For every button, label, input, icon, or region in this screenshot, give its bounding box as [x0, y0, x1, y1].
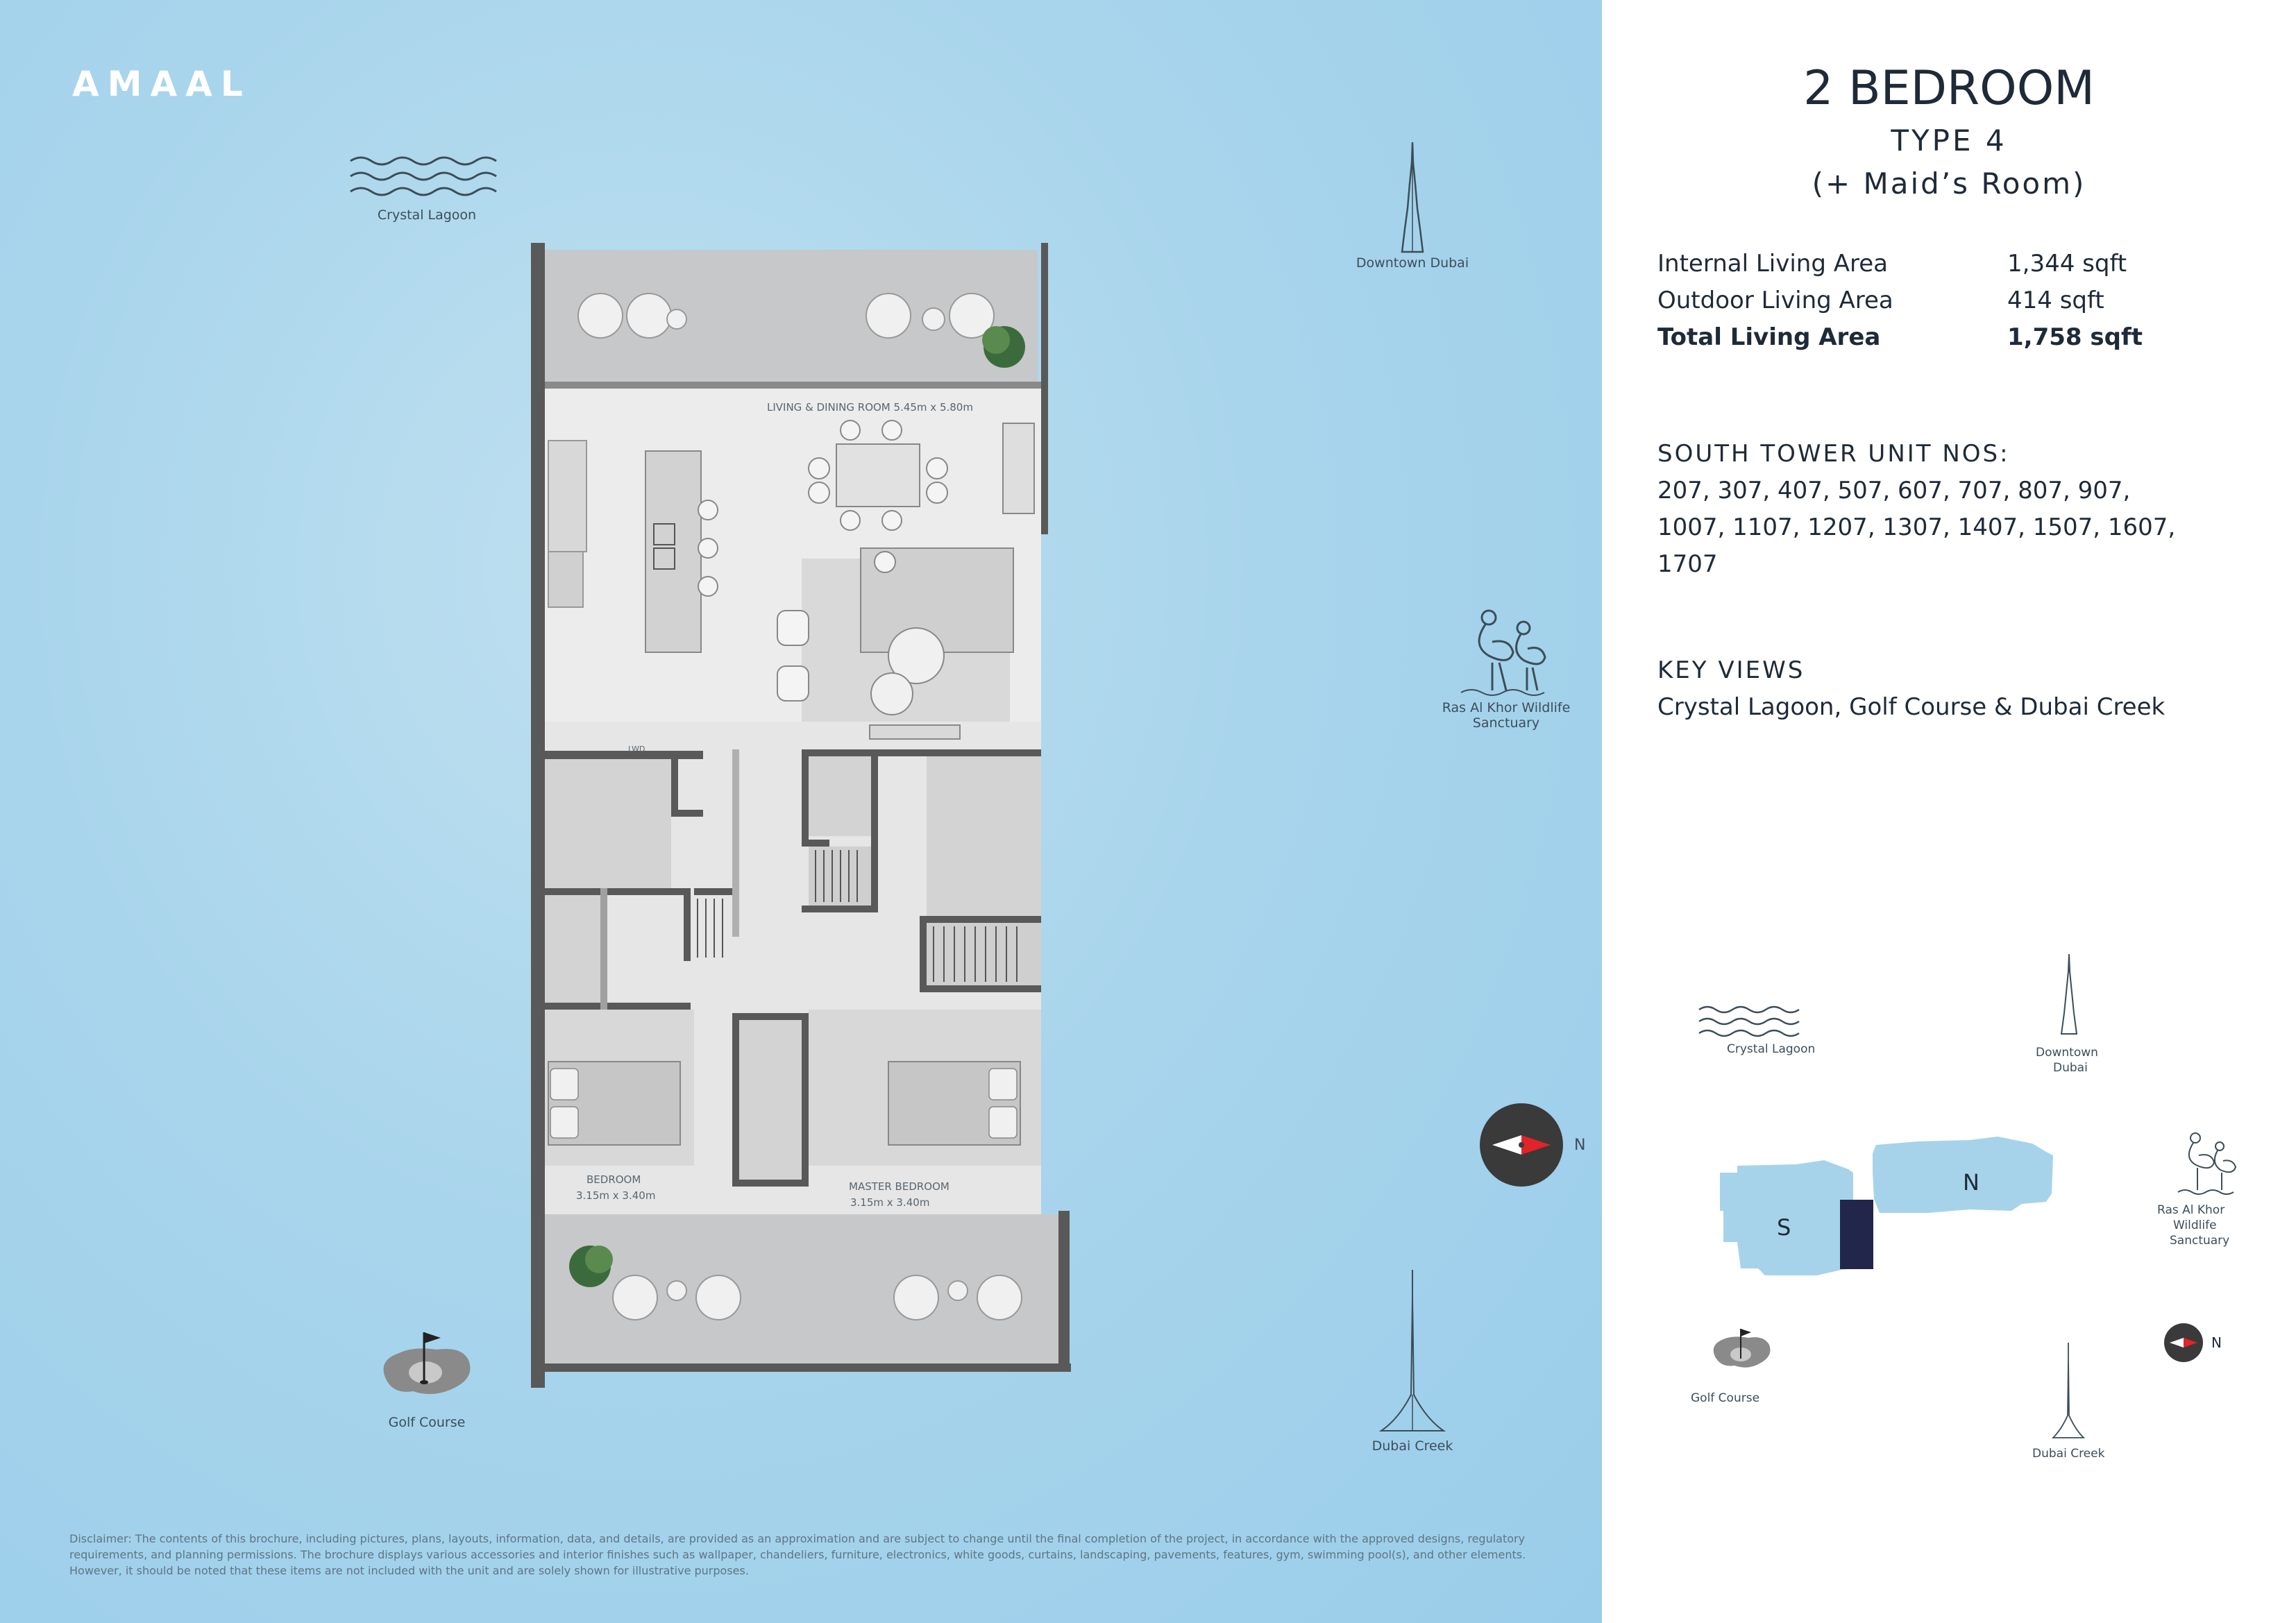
- keyplan-ras-label-2: Wildlife: [2173, 1218, 2217, 1232]
- area-label-total: Total Living Area: [1657, 323, 1881, 351]
- golf-course-label: Golf Course: [388, 1415, 466, 1430]
- unit-type: TYPE 4: [1891, 124, 2007, 158]
- keyplan-north-label: N: [2211, 1334, 2222, 1351]
- disclaimer: [69, 1531, 1548, 1579]
- unit-subtitle: (+ Maid’s Room): [1812, 167, 2086, 201]
- keyplan-ras-label-3: Sanctuary: [2170, 1234, 2230, 1248]
- north-tower-label: N: [1963, 1169, 1980, 1196]
- waves-icon: [1699, 1007, 1799, 1036]
- burj-khalifa-icon: [2061, 954, 2077, 1034]
- key-views-text: Crystal Lagoon, Golf Course & Dubai Creek: [1657, 693, 2166, 721]
- ras-al-khor-landmark: [1426, 604, 1586, 731]
- keyplan-creek-label: Dubai Creek: [2032, 1447, 2105, 1461]
- keyplan-golf-label: Golf Course: [1691, 1391, 1760, 1405]
- area-value-internal: 1,344 sqft: [2007, 250, 2127, 278]
- floor-plan: [510, 243, 1093, 1395]
- keyplan-crystal-lagoon-label: Crystal Lagoon: [1727, 1042, 1816, 1056]
- keyplan-downtown-label-1: Downtown: [2036, 1046, 2098, 1060]
- burj-khalifa-icon: [1392, 142, 1433, 253]
- area-table: [1657, 250, 2254, 361]
- brand-logo: AMAAL: [72, 64, 251, 104]
- compass-north-label: N: [1574, 1137, 1586, 1154]
- golf-flag-icon: [371, 1325, 482, 1409]
- bedroom-dim-label: 3.15m x 3.40m: [576, 1189, 656, 1202]
- area-value-outdoor: 414 sqft: [2007, 287, 2104, 314]
- lwd-label: LWD: [628, 745, 645, 754]
- flamingo-icon: [1454, 604, 1558, 701]
- compass: [1478, 1102, 1576, 1188]
- key-views-heading: KEY VIEWS: [1657, 656, 1805, 684]
- waves-icon: [347, 153, 507, 201]
- area-label-outdoor: Outdoor Living Area: [1657, 287, 1893, 314]
- disclaimer-line-3: However, it should be noted that these items are not included with the unit and are solely shown for illustrative purposes.: [69, 1564, 749, 1578]
- area-value-total: 1,758 sqft: [2007, 323, 2143, 351]
- unit-numbers: [1657, 436, 2268, 583]
- golf-course-landmark: [347, 1325, 507, 1431]
- compass-icon: [2164, 1323, 2203, 1362]
- unit-numbers-heading: SOUTH TOWER UNIT NOS:: [1657, 440, 2010, 468]
- dubai-creek-landmark: [1333, 1270, 1492, 1454]
- unit-highlight: [1840, 1200, 1873, 1269]
- master-bedroom-label: MASTER BEDROOM: [849, 1180, 949, 1193]
- disclaimer-line-2: requirements, and planning permissions. The brochure displays various accessories and interior finishes such as wallpaper, chandeliers, furniture, electronics, white goods, curtains, landscaping, pavements, features, gym, swimming pool(s), and other elements.: [69, 1548, 1526, 1562]
- keyplan-downtown-label-2: Dubai: [2053, 1061, 2088, 1075]
- key-plan: [1602, 944, 2296, 1485]
- keyplan-ras-label-1: Ras Al Khor: [2157, 1203, 2225, 1217]
- flamingo-icon: [2178, 1133, 2236, 1194]
- downtown-dubai-landmark: [1333, 142, 1492, 271]
- creek-tower-icon: [1378, 1270, 1447, 1436]
- creek-tower-icon: [2053, 1343, 2084, 1438]
- unit-title: 2 BEDROOM: [1803, 61, 2095, 116]
- ras-al-khor-label-2: Sanctuary: [1472, 715, 1540, 731]
- dubai-creek-label: Dubai Creek: [1371, 1438, 1453, 1454]
- unit-numbers-line-2: 1007, 1107, 1207, 1307, 1407, 1507, 1607,: [1657, 513, 2176, 541]
- crystal-lagoon-label: Crystal Lagoon: [377, 207, 477, 223]
- disclaimer-line-1: Disclaimer: The contents of this brochure, including pictures, plans, layouts, information, data, and details, are provided as an approximation and are subject to change until the final completion of the project, in accordance with the approved designs, regulatory: [69, 1532, 1526, 1545]
- unit-numbers-line-1: 207, 307, 407, 507, 607, 707, 807, 907,: [1657, 477, 2131, 504]
- unit-numbers-line-3: 1707: [1657, 550, 1718, 578]
- area-label-internal: Internal Living Area: [1657, 250, 1888, 278]
- crystal-lagoon-landmark: [340, 153, 514, 223]
- master-bedroom-dim-label: 3.15m x 3.40m: [850, 1196, 930, 1209]
- bedroom-label: BEDROOM: [586, 1173, 641, 1186]
- south-tower-label: S: [1777, 1214, 1791, 1241]
- living-room-label: LIVING & DINING ROOM 5.45m x 5.80m: [767, 401, 973, 414]
- downtown-dubai-label: Downtown Dubai: [1356, 255, 1469, 271]
- ras-al-khor-label-1: Ras Al Khor Wildlife: [1442, 700, 1571, 715]
- golf-flag-icon: [1714, 1329, 1771, 1368]
- key-views: [1657, 652, 2268, 726]
- info-panel: [1602, 0, 2296, 1623]
- compass-icon: [1478, 1102, 1564, 1188]
